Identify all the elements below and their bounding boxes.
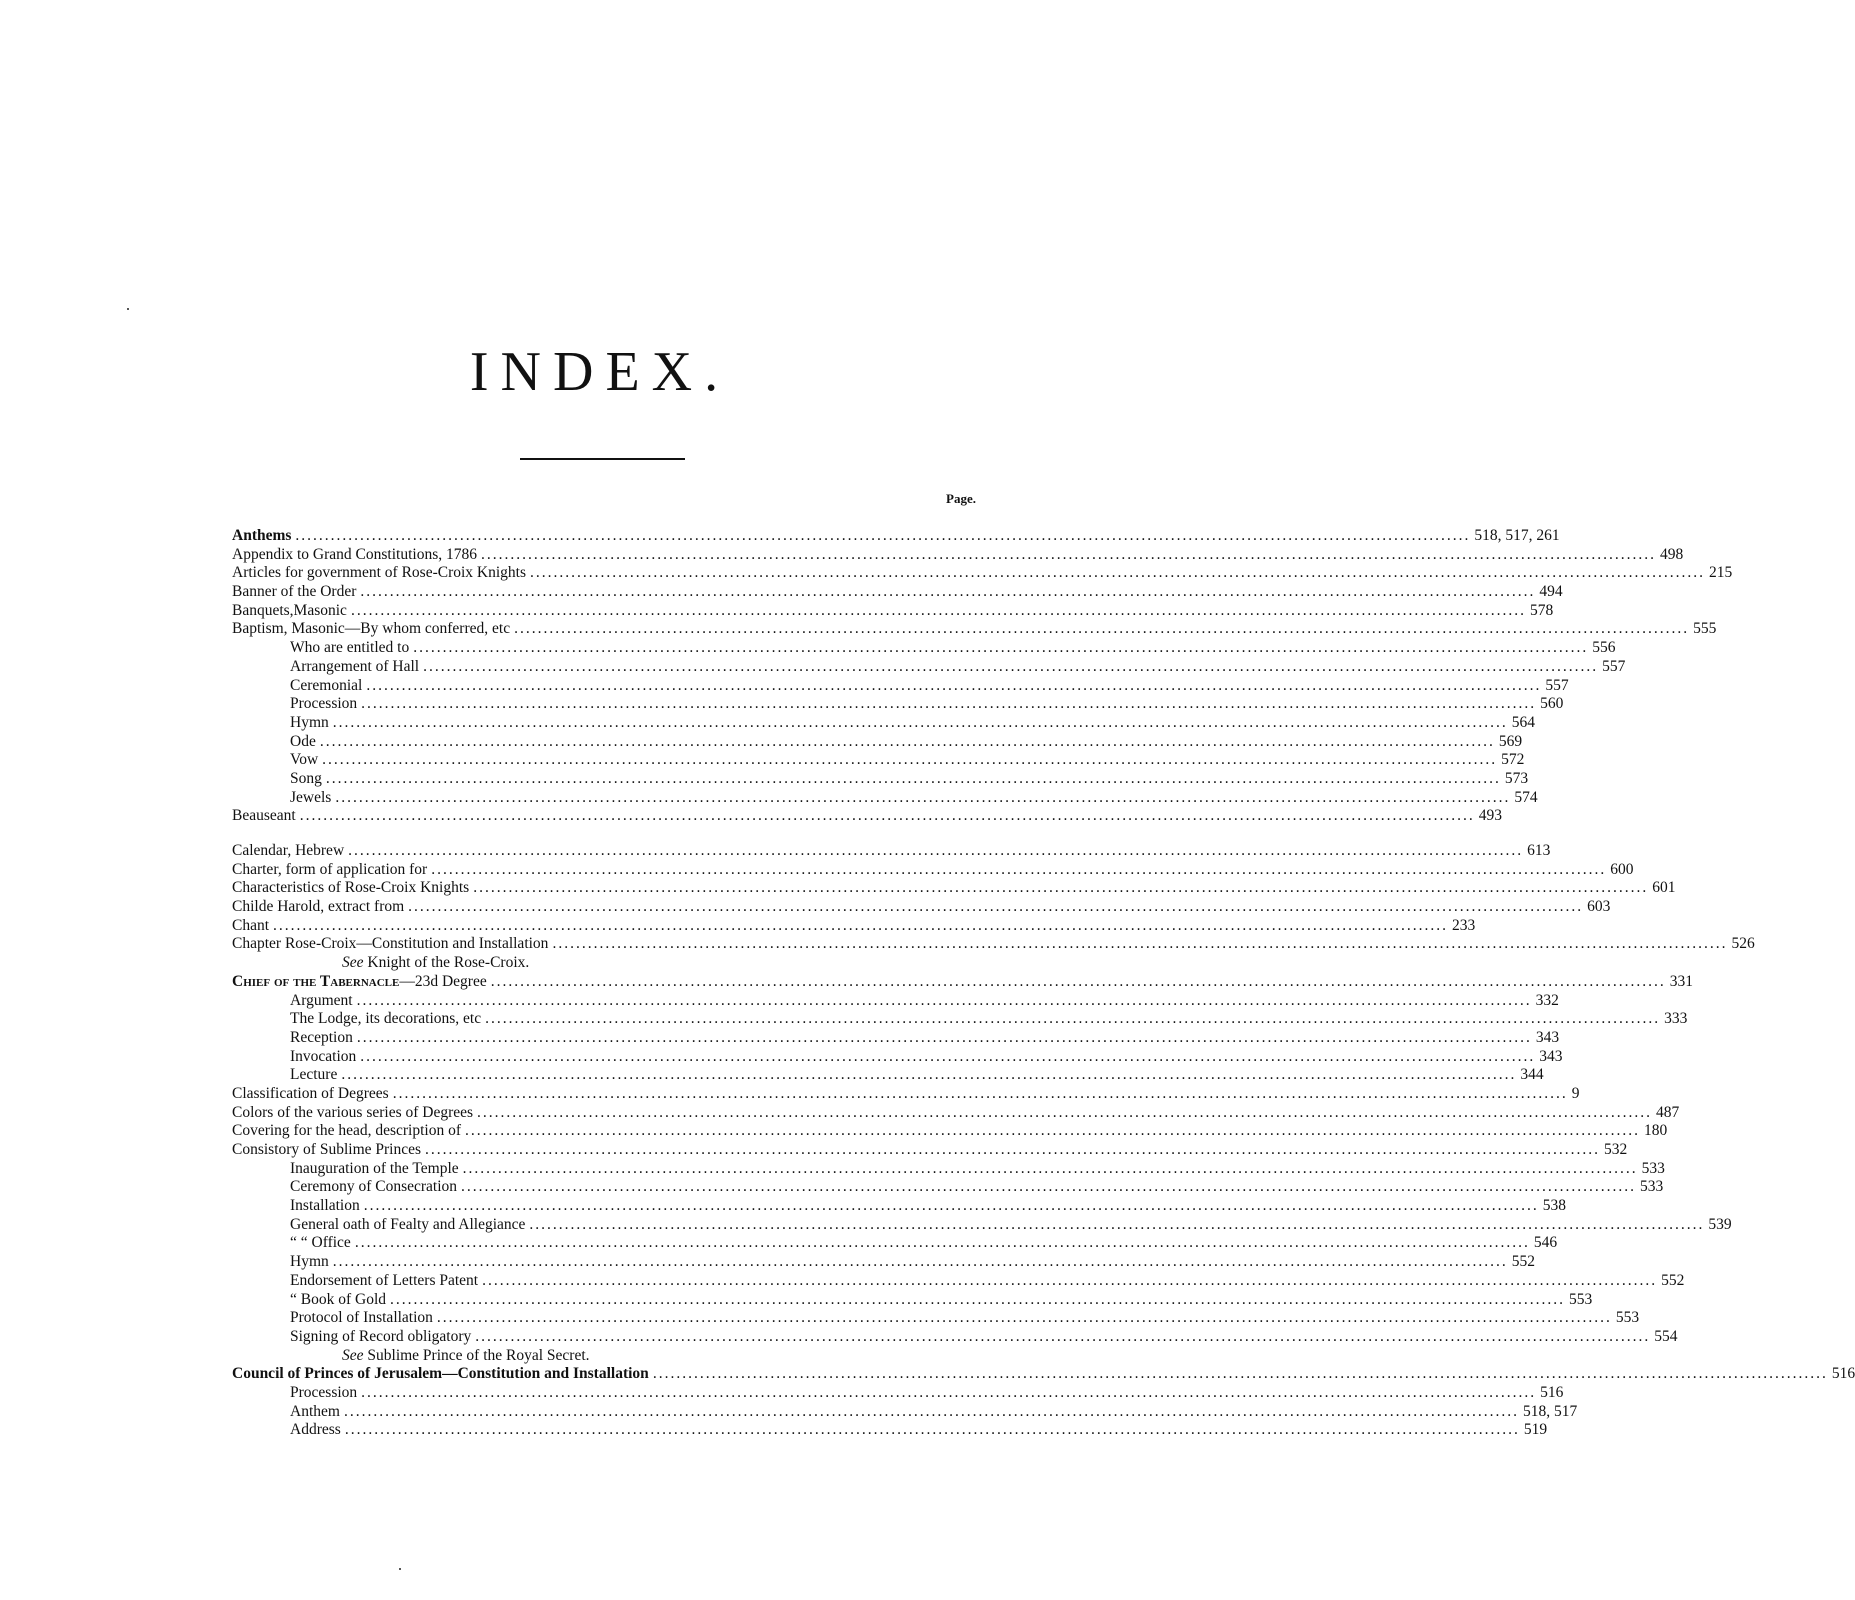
entry-label: Ode [290, 732, 316, 750]
index-entry [232, 916, 1476, 936]
leader-dots: ........................................................................................................................................................................................................ [423, 657, 1599, 675]
entry-page-number: 532 [1604, 1141, 1628, 1158]
index-entry [232, 695, 1564, 714]
index-entry [232, 601, 1554, 621]
entry-label: Appendix to Grand Constitutions, 1786 [232, 545, 477, 563]
index-entry [232, 807, 1502, 826]
entry-label: General oath of Fealty and Allegiance [290, 1215, 526, 1233]
leader-dots: ........................................................................................................................................................................................................ [529, 1215, 1705, 1233]
leader-dots: ........................................................................................................................................................................................................ [475, 1327, 1651, 1345]
leader-dots: ........................................................................................................................................................................................................ [425, 1141, 1601, 1158]
entry-label: Lecture [290, 1066, 338, 1084]
entry-label: “ Book of Gold [290, 1290, 387, 1308]
index-entry [232, 1234, 1558, 1253]
index-entry [232, 1141, 1628, 1160]
index-entry [232, 1066, 1544, 1085]
entry-label: Hymn [290, 713, 329, 731]
index-entry [232, 860, 1634, 880]
entry-page-number: 600 [1610, 860, 1634, 878]
entry-page-number: 9 [1571, 1084, 1580, 1102]
leader-dots: ........................................................................................................................................................................................................ [431, 860, 1607, 878]
leader-dots: ........................................................................................................................................................................................................ [462, 1159, 1638, 1177]
leader-dots: ........................................................................................................................................................................................................ [361, 695, 1537, 713]
entry-label: Characteristics of Rose-Croix Knights [232, 879, 470, 897]
entry-page-number: 578 [1529, 601, 1554, 619]
leader-dots: ........................................................................................................................................................................................................ [356, 991, 1532, 1009]
entry-page-number: 557 [1545, 676, 1569, 694]
entry-page-number: 560 [1540, 695, 1564, 713]
see-label: See [342, 1346, 364, 1364]
leader-dots: ........................................................................................................................................................................................................ [361, 1383, 1537, 1401]
entry-label: Hymn [290, 1253, 329, 1271]
entry-page-number: 331 [1669, 972, 1693, 990]
entry-page-number: 553 [1569, 1290, 1593, 1308]
leader-dots: ........................................................................................................................................................................................................ [341, 1066, 1517, 1084]
entry-label: Argument [290, 991, 353, 1009]
entry-page-number: 533 [1641, 1159, 1665, 1177]
index-entry [232, 1290, 1593, 1310]
leader-dots: ........................................................................................................................................................................................................ [477, 1103, 1653, 1121]
index-entry [232, 972, 1693, 992]
leader-dots: ........................................................................................................................................................................................................ [482, 1271, 1658, 1289]
paper-speck [399, 1568, 401, 1570]
index-entry [232, 1365, 1855, 1384]
see-reference [232, 954, 976, 973]
page-column-header: Page. [946, 491, 976, 506]
leader-dots: ........................................................................................................................................................................................................ [473, 879, 1649, 897]
entry-label: Vow [290, 751, 319, 769]
leader-dots: ........................................................................................................................................................................................................ [514, 620, 1690, 638]
entry-page-number: 569 [1498, 732, 1523, 750]
leader-dots: ........................................................................................................................................................................................................ [392, 1084, 1568, 1102]
index-entry [232, 676, 1569, 696]
index-entry [232, 1327, 1678, 1347]
entry-label: Invocation [290, 1047, 357, 1065]
entry-label: Council of Princes of Jerusalem—Constitution and Installation [232, 1365, 649, 1383]
index-entry [232, 1159, 1665, 1179]
index-entry [232, 527, 1560, 546]
entry-page-number: 601 [1652, 879, 1676, 897]
leader-dots: ........................................................................................................................................................................................................ [343, 1402, 1519, 1420]
section-gap [232, 826, 976, 842]
entry-page-number: 498 [1659, 545, 1684, 563]
leader-dots: ........................................................................................................................................................................................................ [480, 545, 1656, 563]
index-entry [232, 639, 1616, 658]
entry-page-number: 553 [1615, 1309, 1640, 1327]
index-entry [232, 935, 1755, 954]
leader-dots: ........................................................................................................................................................................................................ [652, 1365, 1828, 1383]
entry-label: Address [290, 1421, 341, 1439]
entry-label: Procession [290, 695, 358, 713]
index-entry [232, 583, 1563, 602]
entry-label: Chapter Rose-Croix—Constitution and Installation [232, 935, 549, 953]
entry-label: Protocol of Installation [290, 1309, 433, 1327]
leader-dots: ........................................................................................................................................................................................................ [363, 1197, 1539, 1215]
entry-page-number: 518, 517, 261 [1474, 527, 1560, 544]
entry-page-number: 613 [1527, 842, 1551, 859]
leader-dots: ........................................................................................................................................................................................................ [413, 639, 1589, 657]
entry-page-number: 526 [1731, 935, 1755, 953]
entry-page-number: 343 [1535, 1028, 1560, 1046]
leader-dots: ........................................................................................................................................................................................................ [273, 916, 1449, 934]
entry-page-number: 552 [1511, 1253, 1535, 1271]
entry-label: Colors of the various series of Degrees [232, 1103, 474, 1121]
leader-dots: ........................................................................................................................................................................................................ [360, 583, 1536, 601]
index-entry [232, 1309, 1640, 1328]
index-entry [232, 991, 1559, 1011]
entry-label: Baptism, Masonic—By whom conferred, etc [232, 620, 511, 638]
entry-page-number: 556 [1592, 639, 1616, 657]
entry-label: Arrangement of Hall [290, 657, 420, 675]
leader-dots: ........................................................................................................................................................................................................ [325, 769, 1501, 787]
entry-page-number: 574 [1514, 788, 1538, 806]
entry-page-number: 518, 517 [1522, 1402, 1578, 1420]
index-entry [232, 620, 1717, 639]
paper-speck [127, 308, 129, 310]
entry-label: Signing of Record obligatory [290, 1327, 472, 1345]
entry-page-number: 516 [1831, 1365, 1855, 1383]
entry-page-number: 546 [1533, 1234, 1558, 1252]
entry-page-number: 533 [1640, 1178, 1664, 1196]
entry-label: Calendar, Hebrew [232, 842, 345, 859]
entry-page-number: 555 [1693, 620, 1717, 638]
entry-label: Articles for government of Rose-Croix Knights [232, 564, 527, 582]
leader-dots: ........................................................................................................................................................................................................ [490, 972, 1666, 990]
index-entry [232, 713, 1535, 733]
entry-page-number: 557 [1602, 657, 1626, 675]
entry-page-number: 573 [1504, 769, 1529, 787]
entry-page-number: 487 [1656, 1103, 1680, 1121]
see-label: See [342, 954, 364, 972]
entry-label: Chief of the Tabernacle—23d Degree [232, 972, 487, 990]
entry-label: Procession [290, 1383, 358, 1401]
page-title: INDEX. [469, 341, 731, 403]
index-entry [232, 1215, 1732, 1235]
index-list [232, 527, 1855, 1440]
leader-dots: ........................................................................................................................................................................................................ [332, 1253, 1508, 1271]
index-entry [232, 1047, 1563, 1067]
entry-label: Ceremonial [290, 676, 363, 694]
leader-dots: ........................................................................................................................................................................................................ [295, 527, 1471, 544]
entry-label: Endorsement of Letters Patent [290, 1271, 479, 1289]
leader-dots: ........................................................................................................................................................................................................ [461, 1178, 1637, 1196]
entry-label: Chant [232, 916, 270, 934]
leader-dots: ........................................................................................................................................................................................................ [390, 1290, 1566, 1308]
entry-page-number: 516 [1540, 1383, 1564, 1401]
entry-page-number: 180 [1644, 1122, 1668, 1140]
leader-dots: ........................................................................................................................................................................................................ [299, 807, 1475, 825]
entry-label: Consistory of Sublime Princes [232, 1141, 422, 1158]
entry-label: Charter, form of application for [232, 860, 428, 878]
leader-dots: ........................................................................................................................................................................................................ [360, 1047, 1536, 1065]
leader-dots: ........................................................................................................................................................................................................ [366, 676, 1542, 694]
entry-page-number: 233 [1452, 916, 1476, 934]
leader-dots: ........................................................................................................................................................................................................ [436, 1309, 1612, 1327]
entry-label: Who are entitled to [290, 639, 410, 657]
index-entry [232, 751, 1525, 770]
entry-label: Classification of Degrees [232, 1084, 389, 1102]
entry-label: Reception [290, 1028, 353, 1046]
index-entry [232, 1010, 1688, 1029]
leader-dots: ........................................................................................................................................................................................................ [354, 1234, 1530, 1252]
index-entry [232, 1103, 1680, 1123]
index-entry [232, 1084, 1580, 1104]
entry-page-number: 493 [1478, 807, 1502, 825]
entry-page-number: 332 [1535, 991, 1559, 1009]
title-rule [520, 458, 685, 460]
leader-dots: ........................................................................................................................................................................................................ [319, 732, 1495, 750]
entry-label: Childe Harold, extract from [232, 898, 405, 916]
leader-dots: ........................................................................................................................................................................................................ [335, 788, 1511, 806]
index-entry [232, 1271, 1685, 1291]
index-entry [232, 732, 1523, 752]
index-entry [232, 1178, 1664, 1197]
index-entry [232, 1122, 1668, 1141]
leader-dots: ........................................................................................................................................................................................................ [408, 898, 1584, 916]
index-entry [232, 788, 1538, 808]
leader-dots: ........................................................................................................................................................................................................ [552, 935, 1728, 953]
entry-page-number: 552 [1661, 1271, 1685, 1289]
index-entry [232, 564, 1733, 583]
index-entry [232, 1197, 1566, 1216]
index-entry [232, 842, 1551, 861]
leader-dots: ........................................................................................................................................................................................................ [465, 1122, 1640, 1140]
entry-page-number: 603 [1587, 898, 1611, 916]
index-entry [232, 898, 1611, 917]
entry-label: Song [290, 769, 322, 787]
entry-label: “ “ Office [290, 1234, 351, 1252]
index-entry [232, 545, 1684, 565]
entry-page-number: 344 [1520, 1066, 1544, 1084]
index-entry [232, 1028, 1560, 1048]
entry-page-number: 538 [1542, 1197, 1566, 1215]
leader-dots: ........................................................................................................................................................................................................ [332, 713, 1508, 731]
entry-label: Anthems [232, 527, 292, 544]
leader-dots: ........................................................................................................................................................................................................ [530, 564, 1706, 582]
entry-page-number: 494 [1539, 583, 1563, 601]
entry-label: Covering for the head, description of [232, 1122, 461, 1140]
leader-dots: ........................................................................................................................................................................................................ [344, 1421, 1520, 1439]
entry-page-number: 539 [1708, 1215, 1732, 1233]
index-entry [232, 657, 1626, 677]
leader-dots: ........................................................................................................................................................................................................ [485, 1010, 1661, 1028]
entry-page-number: 554 [1654, 1327, 1678, 1345]
entry-label: Inauguration of the Temple [290, 1159, 459, 1177]
leader-dots: ........................................................................................................................................................................................................ [350, 601, 1526, 619]
entry-page-number: 215 [1709, 564, 1733, 582]
entry-page-number: 572 [1501, 751, 1525, 769]
entry-page-number: 333 [1664, 1010, 1688, 1028]
index-entry [232, 879, 1676, 898]
entry-page-number: 519 [1523, 1421, 1548, 1439]
leader-dots: ........................................................................................................................................................................................................ [348, 842, 1524, 859]
entry-label: Ceremony of Consecration [290, 1178, 458, 1196]
index-entry [232, 1383, 1564, 1403]
see-target: Knight of the Rose-Croix. [363, 954, 530, 972]
index-entry [232, 1402, 1578, 1422]
entry-label: Beauseant [232, 807, 296, 825]
entry-label: Banquets,Masonic [232, 601, 347, 619]
leader-dots: ........................................................................................................................................................................................................ [356, 1028, 1532, 1046]
index-entry [232, 1421, 1548, 1440]
entry-page-number: 343 [1539, 1047, 1563, 1065]
entry-label: Installation [290, 1197, 360, 1215]
see-target: Sublime Prince of the Royal Secret. [363, 1346, 590, 1364]
entry-label: The Lodge, its decorations, etc [290, 1010, 482, 1028]
entry-page-number: 564 [1511, 713, 1535, 731]
index-entry [232, 1253, 1535, 1272]
see-reference [232, 1347, 976, 1366]
entry-label: Banner of the Order [232, 583, 357, 601]
leader-dots: ........................................................................................................................................................................................................ [322, 751, 1498, 769]
index-entry [232, 769, 1529, 789]
entry-label: Anthem [290, 1402, 340, 1420]
entry-label: Jewels [290, 788, 332, 806]
